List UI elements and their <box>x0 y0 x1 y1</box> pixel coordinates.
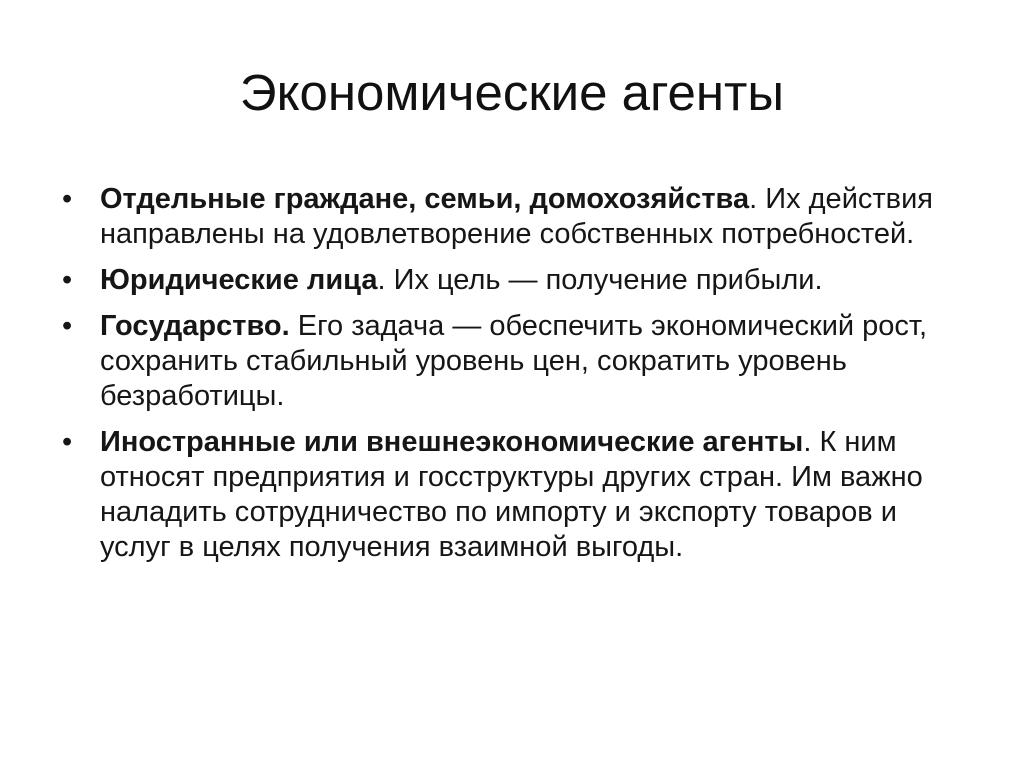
slide-title: Экономические агенты <box>239 64 785 121</box>
bullet-body-text: . Их действия направлены на удовлетворение собственных потребностей. <box>100 183 933 250</box>
bullet-dot-icon: • <box>62 310 73 342</box>
bullet-list <box>62 182 967 576</box>
bullet-dot-icon: • <box>62 426 73 458</box>
bullet-lead-text: Отдельные граждане, семьи, домохозяйства <box>100 183 750 215</box>
bullet-item-foreign-agents <box>62 425 967 565</box>
bullet-dot-icon: • <box>62 264 73 296</box>
bullet-body-text: . Их цель — получение прибыли. <box>377 264 823 296</box>
bullet-lead-text: Государство. <box>100 310 290 342</box>
bullet-lead-text: Иностранные или внешнеэкономические агенты <box>100 426 804 458</box>
bullet-body-text: . К ним относят предприятия и госструктуры других стран. Им важно наладить сотрудничество по импорту и экспорту товаров и услуг в целях получения взаимной выгоды. <box>100 426 923 563</box>
bullet-item-legal-entities <box>62 263 967 298</box>
bullet-item-state <box>62 309 967 414</box>
bullet-item-citizens <box>62 182 967 252</box>
bullet-lead-text: Юридические лица <box>100 264 378 296</box>
bullet-body-text: Его задача — обеспечить экономический рост, сохранить стабильный уровень цен, сократить уровень безработицы. <box>100 310 928 412</box>
bullet-dot-icon: • <box>62 183 73 215</box>
